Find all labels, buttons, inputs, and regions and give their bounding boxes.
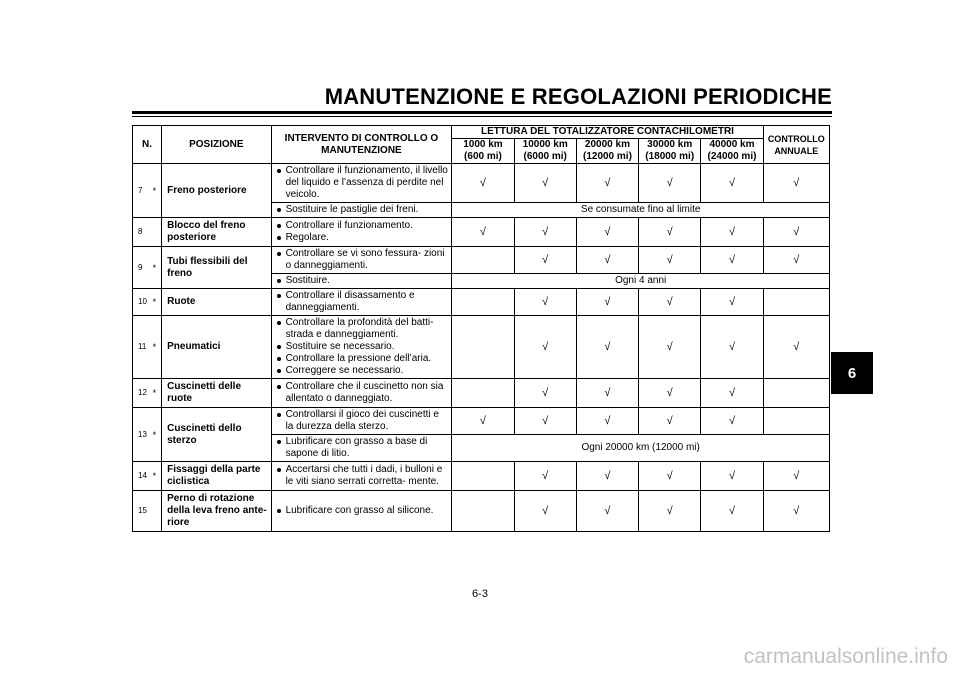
check-mark: √ — [514, 408, 576, 435]
check-mark: √ — [576, 316, 638, 379]
check-mark: √ — [701, 491, 763, 532]
chapter-tab: 6 — [831, 352, 873, 394]
row-intervention: Lubrificare con grasso a base di sapone di litio. — [271, 435, 452, 462]
row-position: Tubi flessibili del freno — [162, 247, 271, 289]
check-mark: √ — [576, 218, 638, 247]
page-number: 6-3 — [472, 588, 488, 600]
check-mark: √ — [763, 316, 829, 379]
row-intervention: Controllare il funzionamento, il livello del liquido e l’assenza di perdite nel veicolo. — [271, 164, 452, 203]
bullet-icon — [277, 208, 281, 212]
bullet-icon — [277, 236, 281, 240]
check-mark: √ — [514, 289, 576, 316]
bullet-icon — [277, 294, 281, 298]
check-mark: √ — [452, 218, 514, 247]
header-interval-2: 10000 km (6000 mi) — [514, 139, 576, 164]
check-mark: √ — [576, 408, 638, 435]
row-position: Cuscinetti delle ruote — [162, 379, 271, 408]
check-mark: √ — [763, 247, 829, 274]
check-mark: √ — [639, 218, 701, 247]
row-intervention: Lubrificare con grasso al silicone. — [271, 491, 452, 532]
table-row — [133, 379, 830, 408]
check-mark: √ — [639, 408, 701, 435]
row-position: Perno di rotazione della leva freno ante- riore — [162, 491, 271, 532]
check-mark: √ — [576, 379, 638, 408]
row-number: 10 — [133, 289, 148, 316]
row-number: 12 — [133, 379, 148, 408]
check-mark: √ — [701, 379, 763, 408]
row-intervention: Sostituire le pastiglie dei freni. — [271, 203, 452, 218]
row-asterisk: * — [148, 408, 162, 462]
check-mark: √ — [452, 164, 514, 203]
row-asterisk: * — [148, 289, 162, 316]
row-number: 14 — [133, 462, 148, 491]
row-number: 15 — [133, 491, 148, 532]
check-mark: √ — [701, 289, 763, 316]
row-position: Pneumatici — [162, 316, 271, 379]
check-mark: √ — [763, 491, 829, 532]
header-interval-4: 30000 km (18000 mi) — [639, 139, 701, 164]
row-asterisk: * — [148, 316, 162, 379]
row-asterisk: * — [148, 379, 162, 408]
bullet-icon — [277, 345, 281, 349]
row-number: 7 — [133, 164, 148, 218]
check-mark: √ — [701, 218, 763, 247]
check-mark: √ — [576, 462, 638, 491]
interval-note: Ogni 20000 km (12000 mi) — [452, 435, 830, 462]
check-mark: √ — [763, 218, 829, 247]
bullet-icon — [277, 385, 281, 389]
interval-note: Ogni 4 anni — [452, 274, 830, 289]
row-intervention: Controllarsi il gioco dei cuscinetti e la durezza della sterzo. — [271, 408, 452, 435]
check-mark: √ — [701, 247, 763, 274]
check-mark: √ — [639, 491, 701, 532]
row-position: Fissaggi della parte ciclistica — [162, 462, 271, 491]
title-rule — [132, 111, 832, 114]
bullet-icon — [277, 169, 281, 173]
check-mark: √ — [576, 164, 638, 203]
row-position: Cuscinetti dello sterzo — [162, 408, 271, 462]
row-number: 9 — [133, 247, 148, 289]
empty-cell — [452, 462, 514, 491]
header-intervention: INTERVENTO DI CONTROLLO O MANUTENZIONE — [271, 126, 452, 164]
check-mark: √ — [639, 164, 701, 203]
check-mark: √ — [514, 218, 576, 247]
check-mark: √ — [701, 316, 763, 379]
check-mark: √ — [763, 462, 829, 491]
check-mark: √ — [514, 462, 576, 491]
table-row — [133, 247, 830, 274]
row-intervention: Controllare che il cuscinetto non sia allentato o danneggiato. — [271, 379, 452, 408]
bullet-icon — [277, 321, 281, 325]
row-asterisk: * — [148, 164, 162, 218]
header-annual: CONTROLLO ANNUALE — [763, 126, 829, 164]
bullet-icon — [277, 440, 281, 444]
check-mark: √ — [514, 247, 576, 274]
bullet-icon — [277, 468, 281, 472]
bullet-icon — [277, 279, 281, 283]
row-asterisk — [148, 218, 162, 247]
check-mark: √ — [639, 462, 701, 491]
maintenance-table — [132, 125, 830, 532]
row-number: 11 — [133, 316, 148, 379]
row-asterisk: * — [148, 462, 162, 491]
check-mark: √ — [452, 408, 514, 435]
row-intervention: Controllare il disassamento e danneggiamenti. — [271, 289, 452, 316]
title-rule-thin — [132, 116, 832, 117]
empty-cell — [452, 289, 514, 316]
row-position: Ruote — [162, 289, 271, 316]
check-mark: √ — [701, 164, 763, 203]
header-interval-5: 40000 km (24000 mi) — [701, 139, 763, 164]
table-row — [133, 491, 830, 532]
row-number: 8 — [133, 218, 148, 247]
header-n: N. — [133, 126, 162, 164]
check-mark: √ — [514, 164, 576, 203]
check-mark: √ — [639, 316, 701, 379]
check-mark: √ — [514, 379, 576, 408]
row-asterisk: * — [148, 247, 162, 289]
bullet-icon — [277, 509, 281, 513]
bullet-icon — [277, 357, 281, 361]
empty-cell — [763, 289, 829, 316]
empty-cell — [763, 379, 829, 408]
table-row — [133, 316, 830, 379]
bullet-icon — [277, 252, 281, 256]
check-mark: √ — [514, 491, 576, 532]
watermark: carmanualsonline.info — [743, 645, 948, 668]
empty-cell — [763, 408, 829, 435]
header-position: POSIZIONE — [162, 126, 271, 164]
row-intervention: Controllare la profondità del batti- strada e danneggiamenti. Sostituire se necessario. Controllare la pressione dell’aria. Correggere se necessario. — [271, 316, 452, 379]
check-mark: √ — [576, 247, 638, 274]
check-mark: √ — [576, 289, 638, 316]
row-intervention: Controllare se vi sono fessura- zioni o danneggiamenti. — [271, 247, 452, 274]
check-mark: √ — [639, 247, 701, 274]
header-interval-1: 1000 km (600 mi) — [452, 139, 514, 164]
row-intervention: Accertarsi che tutti i dadi, i bulloni e le viti siano serrati corretta- mente. — [271, 462, 452, 491]
bullet-icon — [277, 369, 281, 373]
row-position: Blocco del freno posteriore — [162, 218, 271, 247]
row-intervention: Sostituire. — [271, 274, 452, 289]
interval-note: Se consumate fino al limite — [452, 203, 830, 218]
row-position: Freno posteriore — [162, 164, 271, 218]
bullet-icon — [277, 413, 281, 417]
table-row — [133, 408, 830, 435]
table-row — [133, 462, 830, 491]
table-row — [133, 218, 830, 247]
page-title: MANUTENZIONE E REGOLAZIONI PERIODICHE — [324, 84, 832, 109]
header-interval-3: 20000 km (12000 mi) — [576, 139, 638, 164]
empty-cell — [452, 247, 514, 274]
row-number: 13 — [133, 408, 148, 462]
empty-cell — [452, 379, 514, 408]
table-row — [133, 164, 830, 203]
row-asterisk — [148, 491, 162, 532]
row-intervention: Controllare il funzionamento. Regolare. — [271, 218, 452, 247]
check-mark: √ — [639, 379, 701, 408]
empty-cell — [452, 491, 514, 532]
header-odometer: LETTURA DEL TOTALIZZATORE CONTACHILOMETRI — [452, 126, 763, 139]
check-mark: √ — [639, 289, 701, 316]
check-mark: √ — [701, 408, 763, 435]
empty-cell — [452, 316, 514, 379]
check-mark: √ — [701, 462, 763, 491]
bullet-icon — [277, 224, 281, 228]
table-row — [133, 289, 830, 316]
check-mark: √ — [514, 316, 576, 379]
check-mark: √ — [763, 164, 829, 203]
check-mark: √ — [576, 491, 638, 532]
